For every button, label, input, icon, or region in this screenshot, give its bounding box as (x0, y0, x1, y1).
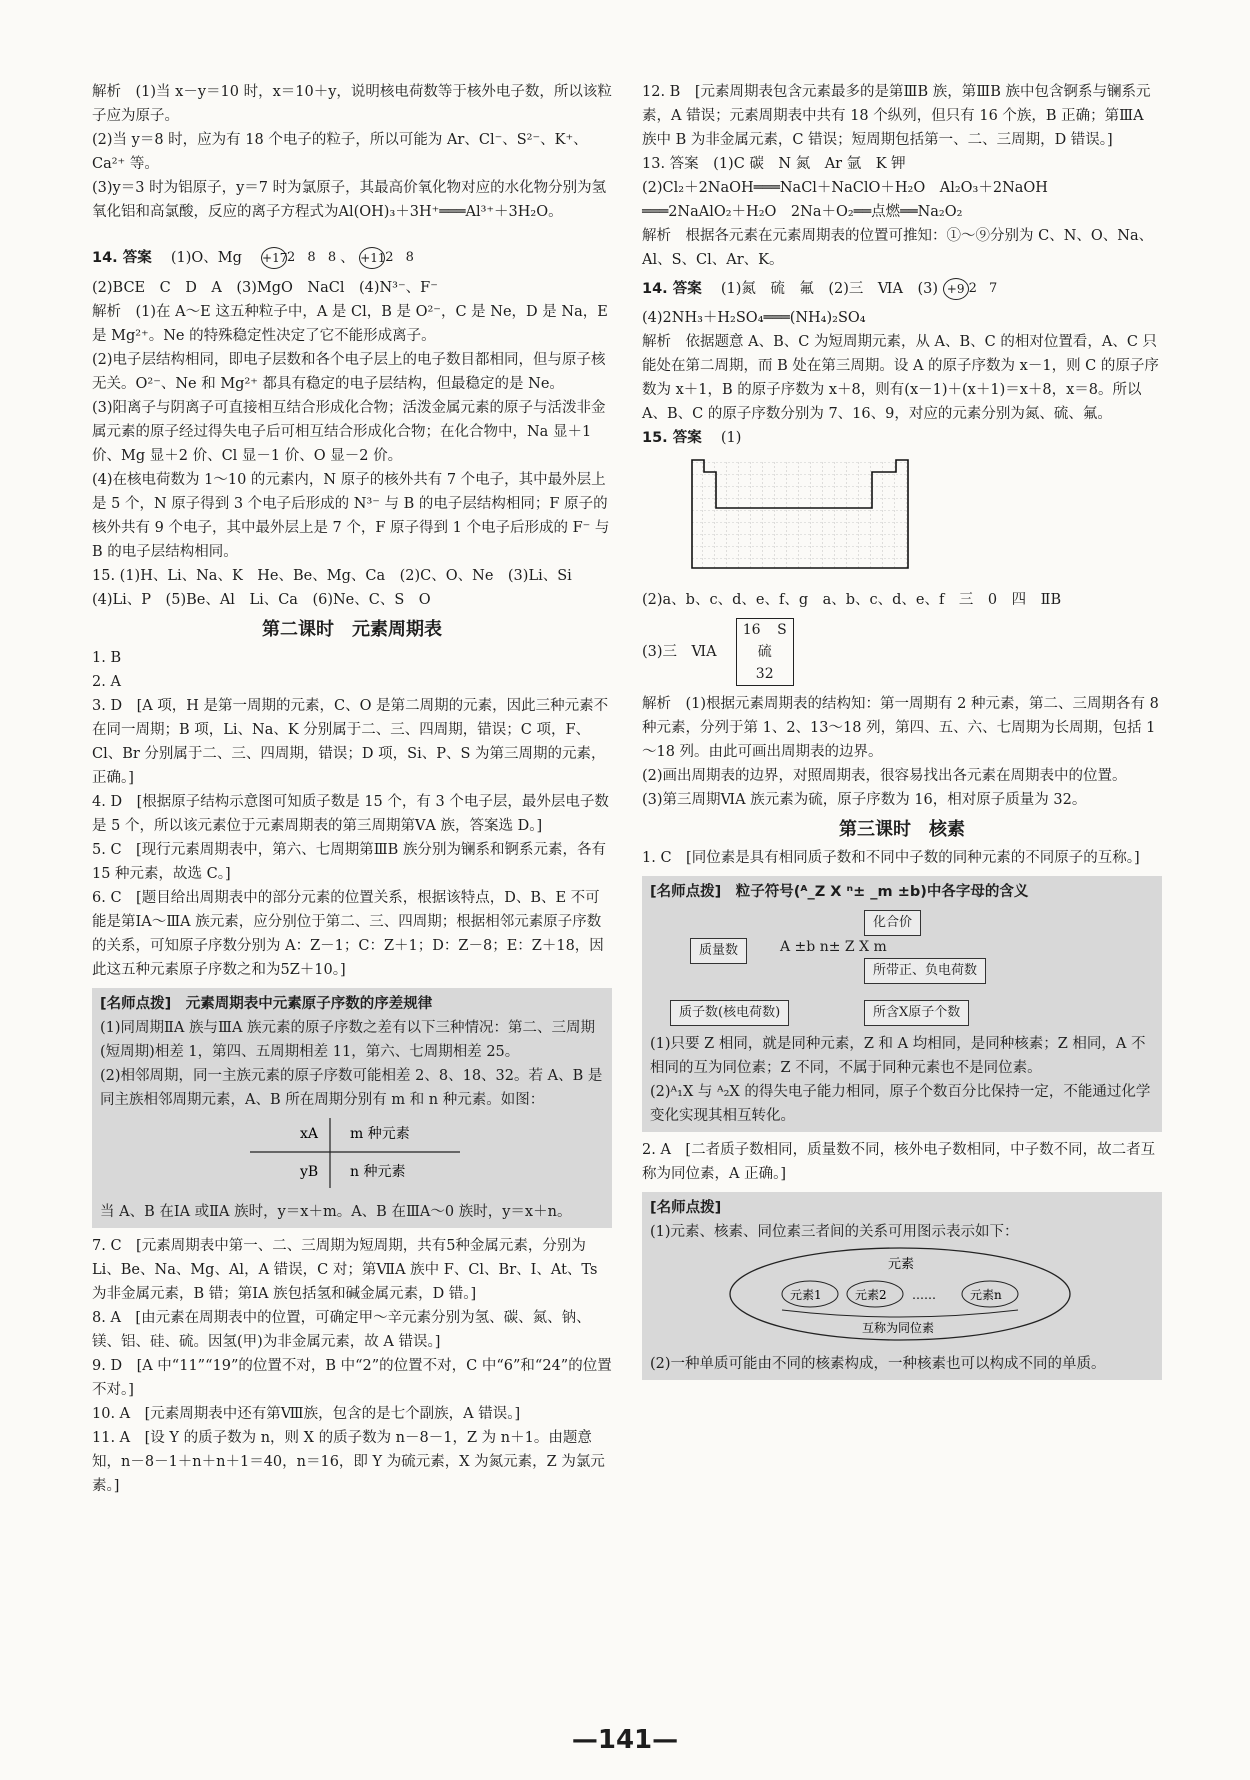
text-line: 解析 依据题意 A、B、C 为短周期元素，从 A、B、C 的相对位置看，A、C 只能处在第二周期，而 B 处在第三周期。设 A 的原子序数为 x－1，则 C 的原子序数为 x＋1，B 的原子序数为 x＋8，则有(x－1)＋(x＋1)＝x＋8，x＝8。所以 A、B、C 的原子序数分别为 7、16、9，对应的元素分别为氮、硫、氟。 (642, 334, 1159, 422)
text-line: (3)阳离子与阴离子可直接相互结合形成化合物；活泼金属元素的原子与活泼非金属元素的原子经过得失电子后可相互结合形成化合物；在化合物中，Na 显＋1 价、Mg 显＋2 价、Cl 显－1 价、O 显－2 价。 (92, 400, 606, 464)
section-title: 第三课时 核素 (839, 819, 965, 840)
answer-line: 11. A [设 Y 的质子数为 n，则 X 的质子数为 n－8－1，Z 为 n＋1。由题意知，n－8－1＋n＋n＋1＝40，n＝16，即 Y 为硫元素，X 为氮元素，Z 为氯元素。] (92, 1430, 605, 1494)
answer-line: ═══2NaAlO₂＋H₂O 2Na＋O₂══点燃══Na₂O₂ (642, 204, 963, 220)
electron-shells: 2 8 (385, 250, 418, 265)
answer-line: 2. A (92, 674, 121, 690)
teacher-tip-box (642, 876, 1162, 1132)
label-mass-number: 质量数 (690, 938, 747, 964)
left-column (92, 80, 612, 1498)
analysis-line: (2)当 y＝8 时，应为有 18 个电子的粒子，所以可能为 Ar、Cl⁻、S²⁻、K⁺、Ca²⁺ 等。 (92, 132, 588, 172)
venn-item: 元素2 (855, 1288, 887, 1302)
answer-15 (642, 426, 1162, 450)
teacher-tip-box (642, 1192, 1162, 1380)
tip-line: (1)同周期ⅡA 族与ⅢA 族元素的原子序数之差有以下三种情况：第二、三周期(短周期)相差 1，第四、五周期相差 11，第六、七周期相差 25。 (100, 1020, 596, 1060)
tip-line: (1)只要 Z 相同，就是同种元素，Z 和 A 均相同，是同种核素；Z 相同，A 不相同的互为同位素；Z 不同，不属于同种元素也不是同位素。 (650, 1036, 1146, 1076)
answer-label: 14. 答案 (92, 250, 152, 266)
grid-yb: yB (300, 1164, 319, 1180)
answer-text: (1)氮 硫 氟 (2)三 ⅥA (3) (720, 281, 939, 297)
tip-line: (2)相邻周期，同一主族元素的原子序数可能相差 2、8、18、32。若 A、B 是同主族相邻周期元素，A、B 所在周期分别有 m 和 n 种元素。如图： (100, 1068, 603, 1108)
right-column (642, 80, 1162, 1386)
answer-label: 15. 答案 (642, 430, 702, 446)
text-line: (4)在核电荷数为 1～10 的元素内，N 原子的核外共有 7 个电子，其中最外层上是 5 个，N 原子得到 3 个电子后形成的 N³⁻ 与 B 的电子层结构相同；F 原子的核外共有 9 个电子，其中最外层上是 7 个，F 原子得到 1 个电子后形成的 F⁻ 与 B 的电子层结构相同。 (92, 472, 610, 560)
grid-m: m 种元素 (350, 1126, 410, 1142)
answer-line: 2. A [二者质子数相同，质量数不同，核外电子数相同，中子数不同，故二者互称为同位素，A 正确。] (642, 1142, 1156, 1182)
answer-line: 13. 答案 (1)C 碳 N 氮 Ar 氩 K 钾 (642, 156, 906, 172)
answer-line: 6. C [题目给出周期表中的部分元素的位置关系，根据该特点，D、B、E 不可能是第ⅠA～ⅢA 族元素，应分别位于第二、三、四周期；根据相邻元素原子序数的关系，可知原子序数分别为 A：Z－1；C：Z＋1；D：Z－8；E：Z＋18，因此这五种元素原子序数之和为5Z＋10。] (92, 890, 604, 978)
answer-line: 解析 根据各元素在元素周期表的位置可推知：①～⑨分别为 C、N、O、Na、Al、S、Cl、Ar、K。 (642, 228, 1154, 268)
answer-line: (2)Cl₂＋2NaOH═══NaCl＋NaClO＋H₂O Al₂O₃＋2NaOH (642, 180, 1048, 196)
tip-line: (2)ᴬ₁X 与 ᴬ₂X 的得失电子能力相同，原子个数百分比保持一定，不能通过化学变化实现其相互转化。 (650, 1084, 1151, 1124)
text-line: (4)Li、P (5)Be、Al Li、Ca (6)Ne、C、S O (92, 592, 431, 608)
text-line: 15. (1)H、Li、Na、K He、Be、Mg、Ca (2)C、O、Ne (3)Li、Si (92, 568, 572, 584)
electron-shells: 2 8 8 (287, 250, 341, 265)
answer-line: 7. C [元素周期表中第一、二、三周期为短周期，共有5种金属元素，分别为 Li、Be、Na、Mg、Al，A 错误，C 对；第ⅦA 族中 F、Cl、Br、I、At、Ts 为非金属元素，B 错；第ⅠA 族包括氢和碱金属元素，D 错。] (92, 1238, 598, 1302)
teacher-tip-box (92, 988, 612, 1228)
box-mass: 32 (755, 666, 774, 682)
tip-line: (2)一种单质可能由不同的核素构成，一种核素也可以构成不同的单质。 (650, 1356, 1106, 1372)
grid-xa: xA (300, 1126, 319, 1142)
answer-14: 14. 答案 (1)O、Mg +172 8 8、 +112 8 (92, 240, 612, 276)
answer-line: 10. A [元素周期表中还有第Ⅷ族，包含的是七个副族，A 错误。] (92, 1406, 521, 1422)
section-title: 第二课时 元素周期表 (262, 619, 442, 640)
tip-line: (1)元素、核素、同位素三者间的关系可用图示表示如下： (650, 1224, 1019, 1240)
text-line: (2)电子层结构相同，即电子层数和各个电子层上的电子数目都相同，但与原子核无关。O²⁻、Ne 和 Mg²⁺ 都具有稳定的电子层结构，但最稳定的是 Ne。 (92, 352, 606, 392)
text-line: (2)画出周期表的边界，对照周期表，很容易找出各元素在周期表中的位置。 (642, 768, 1127, 784)
venn-under-label: 互称为同位素 (862, 1321, 935, 1335)
answer-text: (1) (720, 430, 742, 446)
text-line: (3)第三周期ⅥA 族元素为硫，原子序数为 16，相对原子质量为 32。 (642, 792, 1087, 808)
element-isotope-venn-diagram (650, 1244, 1150, 1344)
answer-label: 14. 答案 (642, 281, 702, 297)
answer-line: 5. C [现行元素周期表中，第六、七周期第ⅢB 族分别为镧系和锕系元素，各有 15 种元素，故选 C。] (92, 842, 606, 882)
text-line: (2)a、b、c、d、e、f、g a、b、c、d、e、f 三 0 四 ⅡB (642, 592, 1062, 608)
text-line: (4)2NH₃＋H₂SO₄═══(NH₄)₂SO₄ (642, 310, 866, 326)
answer-text: (3)三 ⅥA (642, 644, 717, 660)
answer-line: 8. A [由元素在周期表中的位置，可确定甲～辛元素分别为氢、碳、氮、钠、镁、铝、硅、硫。因氢(甲)为非金属元素，故 A 错误。] (92, 1310, 591, 1350)
text-line: (2)BCE C D A (3)MgO NaCl (4)N³⁻、F⁻ (92, 280, 438, 296)
box-name: 硫 (757, 644, 772, 660)
answer-line: 9. D [A 中“11”“19”的位置不对，B 中“2”的位置不对，C 中“6”和“24”的位置不对。] (92, 1358, 612, 1398)
label-charge: 所带正、负电荷数 (864, 958, 986, 984)
electron-shells: 2 7 (968, 281, 1002, 296)
label-proton-number: 质子数(核电荷数) (670, 1000, 789, 1026)
answer-line: 1. C [同位素是具有相同质子数和不同中子数的同种元素的不同原子的互称。] (642, 850, 1140, 866)
label-valence: 化合价 (864, 910, 921, 936)
answer-line: 3. D [A 项，H 是第一周期的元素，C、O 是第二周期的元素，因此三种元素不在同一周期；B 项，Li、Na、K 分别属于二、三、四周期，错误；C 项，F、Cl、Br 分别属于二、三、四周期，错误；D 项，Si、P、S 为第三周期的元素，正确。] (92, 698, 609, 786)
grid-n: n 种元素 (350, 1164, 406, 1180)
tip-heading: [名师点拨] (650, 1200, 722, 1216)
page-number: —141— (571, 1725, 679, 1755)
venn-item: 元素1 (790, 1288, 822, 1302)
period-grid-figure (100, 1112, 600, 1192)
symbol-meaning-diagram (650, 908, 1154, 1028)
answer-15-3 (642, 618, 1162, 686)
tip-line: 当 A、B 在ⅠA 或ⅡA 族时，y＝x＋m。A、B 在ⅢA～0 族时，y＝x＋n。 (100, 1204, 572, 1220)
particle-symbol: A ±b n± Z X m (780, 939, 887, 955)
venn-outer-label: 元素 (888, 1257, 915, 1272)
text-line: 解析 (1)根据元素周期表的结构知：第一周期有 2 种元素，第二、三周期各有 8 种元素，分列于第 1、2、13～18 列，第四、五、六、七周期为长周期，包括 1～18 列。由此可画出周期表的边界。 (642, 696, 1159, 760)
label-atom-count: 所含X原子个数 (864, 1000, 969, 1026)
text-line: 解析 (1)在 A～E 这五种粒子中，A 是 Cl，B 是 O²⁻，C 是 Ne，D 是 Na，E 是 Mg²⁺。Ne 的特殊稳定性决定了它不能形成离子。 (92, 304, 608, 344)
answer-14-right (642, 272, 1162, 306)
nucleus-circle: +11 (359, 247, 385, 269)
analysis-line: 解析 (1)当 x－y＝10 时，x＝10＋y，说明核电荷数等于核外电子数，所以该粒子应为原子。 (92, 84, 612, 124)
periodic-table-outline-figure (642, 450, 1162, 580)
venn-item: 元素n (970, 1288, 1002, 1302)
answer-line: 1. B (92, 650, 122, 666)
answer-line: 4. D [根据原子结构示意图可知质子数是 15 个，有 3 个电子层，最外层电子数是 5 个，所以该元素位于元素周期表的第三周期第ⅤA 族，答案选 D。] (92, 794, 609, 834)
box-symbol: S (777, 622, 787, 638)
box-number: 16 (742, 622, 761, 638)
tip-heading: [名师点拨] 元素周期表中元素原子序数的序差规律 (100, 996, 433, 1012)
nucleus-circle: +17 (261, 247, 287, 269)
answer-line: 12. B [元素周期表包含元素最多的是第ⅢB 族，第ⅢB 族中包含锕系与镧系元素，A 错误；元素周期表中共有 18 个纵列，但只有 16 个族，B 正确；第ⅢA 族中 B 为非金属元素，C 错误；短周期包括第一、二、三周期，D 错误。] (642, 84, 1151, 148)
tip-heading: [名师点拨] 粒子符号(ᴬ_Z X ⁿ± _m ±b)中各字母的含义 (650, 884, 1029, 900)
nucleus-circle: +9 (943, 278, 969, 300)
answer-text: (1)O、Mg (170, 250, 242, 266)
element-box (736, 618, 794, 686)
analysis-line: (3)y＝3 时为铝原子，y＝7 时为氯原子，其最高价氧化物对应的水化物分别为氢氧化铝和高氯酸，反应的离子方程式为Al(OH)₃＋3H⁺═══Al³⁺＋3H₂O。 (92, 180, 607, 220)
venn-dots: …… (912, 1288, 936, 1302)
